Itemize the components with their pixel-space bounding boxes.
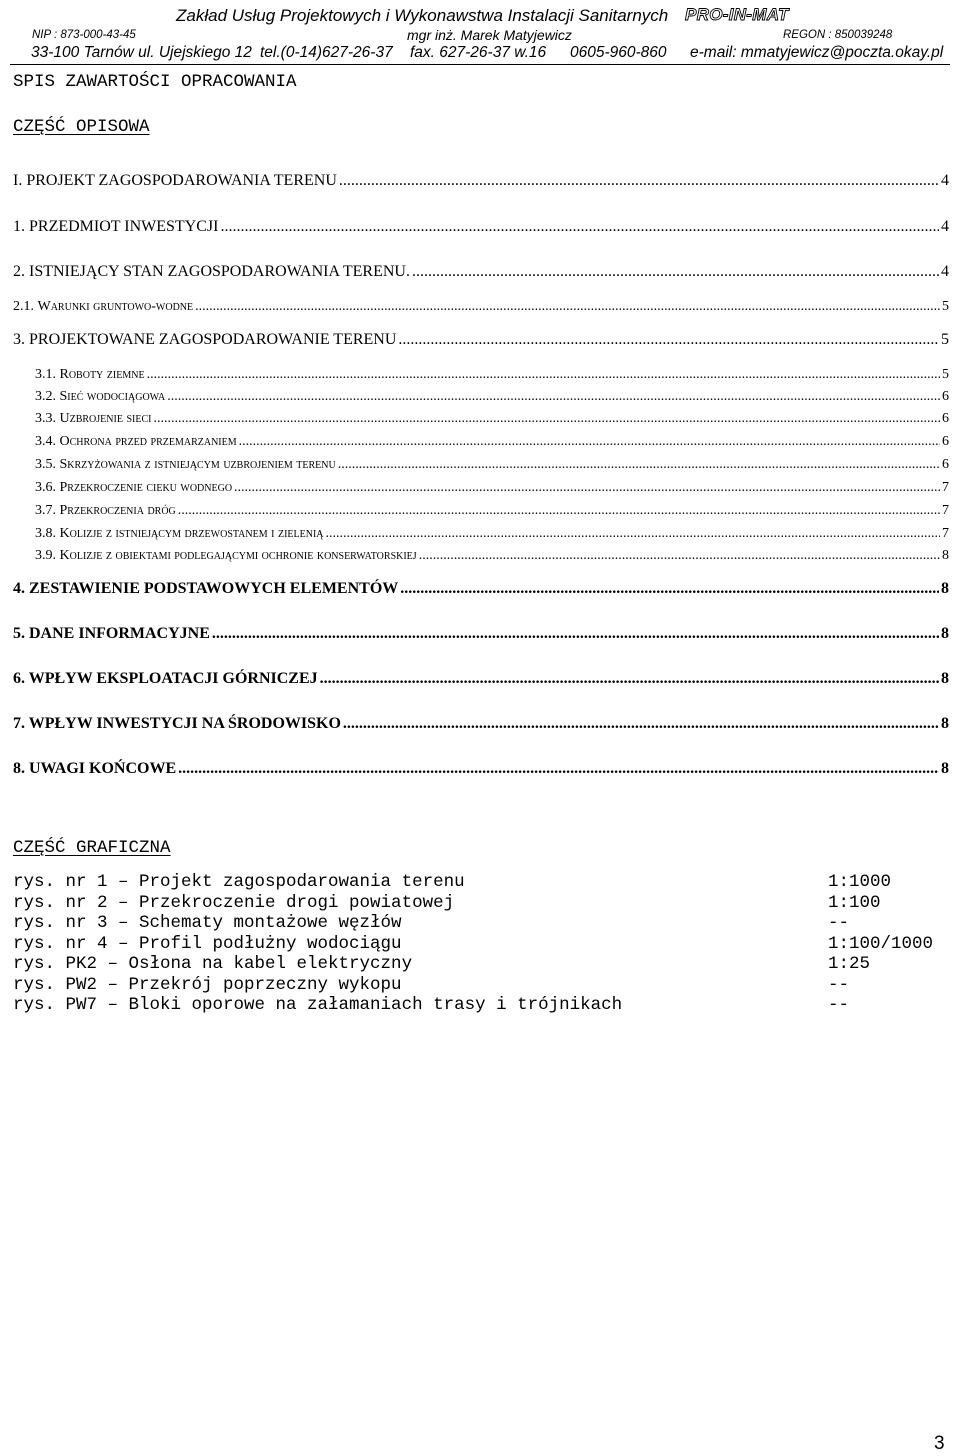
toc-leader — [220, 218, 939, 236]
toc-entry-label: 1. PRZEDMIOT INWESTYCJI — [13, 218, 219, 235]
section-heading-descriptive: CZĘŚĆ OPISOWA — [13, 117, 150, 137]
toc-leader — [153, 411, 940, 427]
drawing-scale: 1:1000 — [828, 872, 892, 892]
drawing-row[interactable] — [13, 893, 943, 914]
toc-leader — [167, 389, 940, 405]
section-heading-graphic: CZĘŚĆ GRAFICZNA — [13, 838, 171, 858]
drawing-scale: -- — [828, 995, 850, 1015]
toc-entry-number: 3.2. — [35, 389, 60, 404]
toc-leader — [326, 526, 941, 542]
toc-leader — [195, 299, 940, 315]
drawing-row[interactable] — [13, 995, 943, 1016]
drawing-scale: 1:100 — [828, 892, 881, 913]
fax: fax. 627-26-37 w.16 — [410, 44, 547, 61]
toc-entry-number: 3.9. — [35, 548, 60, 563]
toc-entry-page: 8 — [941, 670, 949, 687]
toc-entry-page: 6 — [942, 457, 949, 472]
drawing-description: rys. PW7 – Bloki oporowe na załamaniach trasy i trójnikach — [13, 995, 623, 1015]
brand-logo: PRO-IN-MAT — [685, 5, 789, 24]
toc-entry[interactable] — [13, 299, 949, 315]
toc-entry-label: Przekroczenie cieku wodnego — [59, 480, 233, 495]
toc-entry-number: 3.5. — [35, 457, 60, 472]
toc-entry-number: 3.7. — [35, 503, 60, 518]
drawing-scale: -- — [828, 974, 850, 995]
page-number: 3 — [934, 1433, 945, 1454]
toc-entry-page: 6 — [942, 411, 949, 426]
toc-leader — [178, 760, 939, 778]
drawing-row[interactable] — [13, 913, 943, 934]
toc-entry-page: 7 — [942, 526, 949, 541]
toc-entry-number: 3.6. — [35, 480, 60, 495]
toc-leader — [398, 331, 939, 349]
toc-entry[interactable] — [35, 480, 949, 496]
letterhead — [0, 0, 960, 66]
toc-entry-number: 3.1. — [35, 367, 60, 382]
toc-entry-label: Skrzyżowania z istniejącym uzbrojeniem terenu — [59, 457, 336, 472]
toc-entry[interactable] — [35, 526, 949, 542]
toc-entry-label: Kolizje z obiektami podlegającymi ochronie konserwatorskiej — [59, 548, 417, 563]
toc-entry-label: Roboty ziemne — [59, 367, 145, 382]
toc-entry[interactable] — [35, 367, 949, 383]
toc-entry-label: Przekroczenia dróg — [59, 503, 176, 518]
toc-entry-number: 3.3. — [35, 411, 60, 426]
toc-entry-label: Ochrona przed przemarzaniem — [59, 434, 237, 449]
drawings-list — [13, 872, 943, 1016]
engineer-name: mgr inż. Marek Matyjewicz — [407, 27, 572, 43]
toc-entry-label: Sieć wodociągowa — [59, 389, 166, 404]
toc-leader — [320, 670, 939, 688]
address: 33-100 Tarnów ul. Ujejskiego 12 — [31, 44, 252, 61]
drawing-description: rys. nr 1 – Projekt zagospodarowania terenu — [13, 872, 465, 892]
toc-entry[interactable] — [13, 172, 949, 190]
toc-entry-page: 7 — [942, 480, 949, 495]
toc-leader — [412, 263, 939, 281]
toc-entry-page: 5 — [941, 331, 949, 348]
toc-entry[interactable] — [13, 760, 949, 778]
toc-entry-page: 8 — [941, 715, 949, 732]
toc-entry[interactable] — [13, 670, 949, 688]
telephone: tel.(0-14)627-26-37 — [260, 44, 393, 61]
drawing-scale: -- — [828, 913, 850, 933]
toc-entry-page: 8 — [941, 580, 949, 597]
toc-leader — [234, 480, 940, 496]
drawing-description: rys. PK2 – Osłona na kabel elektryczny — [13, 954, 413, 974]
drawing-description: rys. nr 3 – Schematy montażowe węzłów — [13, 913, 402, 933]
toc-entry-number: 3.4. — [35, 434, 60, 449]
toc-entry-label: 3. PROJEKTOWANE ZAGOSPODAROWANIE TERENU — [13, 331, 397, 348]
header-rule — [10, 64, 950, 65]
drawing-row[interactable] — [13, 954, 943, 975]
toc-leader — [419, 548, 940, 564]
toc-leader — [343, 715, 939, 733]
toc-entry[interactable] — [13, 263, 949, 281]
toc-entry-number: 2.1. — [13, 299, 38, 314]
toc-entry[interactable] — [13, 331, 949, 349]
toc-entry[interactable] — [35, 503, 949, 519]
toc-entry-number: 3.8. — [35, 526, 60, 541]
toc-entry-label: 4. ZESTAWIENIE PODSTAWOWYCH ELEMENTÓW — [13, 580, 399, 597]
toc-entry-label: 5. DANE INFORMACYJNE — [13, 625, 210, 642]
toc-leader — [339, 172, 939, 190]
toc-entry-label: Kolizje z istniejącym drzewostanem i zielenią — [59, 526, 324, 541]
toc-entry[interactable] — [13, 580, 949, 598]
toc-entry-label: I. PROJEKT ZAGOSPODAROWANIA TERENU — [13, 172, 337, 189]
toc-entry[interactable] — [35, 457, 949, 473]
email-address: e-mail: mmatyjewicz@poczta.okay.pl — [690, 44, 944, 61]
toc-entry-page: 4 — [941, 172, 949, 189]
toc-entry-label: 7. WPŁYW INWESTYCJI NA ŚRODOWISKO — [13, 715, 341, 732]
drawing-row[interactable] — [13, 872, 943, 893]
toc-entry-page: 8 — [941, 760, 949, 777]
nip-number: NIP : 873-000-43-45 — [32, 29, 136, 41]
toc-entry-label: 6. WPŁYW EKSPLOATACJI GÓRNICZEJ — [13, 670, 318, 687]
toc-leader — [400, 580, 939, 598]
toc-entry-page: 4 — [941, 218, 949, 235]
drawing-scale: 1:100/1000 — [828, 933, 934, 954]
toc-entry-label: Warunki gruntowo-wodne — [37, 299, 194, 314]
toc-entry-page: 4 — [941, 263, 949, 280]
toc-entry-label: 8. UWAGI KOŃCOWE — [13, 760, 177, 777]
regon-number: REGON : 850039248 — [783, 29, 893, 41]
toc-leader — [338, 457, 940, 473]
toc-entry-page: 5 — [942, 367, 949, 382]
toc-entry[interactable] — [35, 434, 949, 450]
drawing-description: rys. PW2 – Przekrój poprzeczny wykopu — [13, 974, 402, 995]
company-name: Zakład Usług Projektowych i Wykonawstwa Instalacji Sanitarnych — [176, 6, 669, 25]
drawing-scale: 1:25 — [828, 954, 871, 974]
drawing-row[interactable] — [13, 975, 943, 996]
toc-entry-label: 2. ISTNIEJĄCY STAN ZAGOSPODAROWANIA TERENU. — [13, 263, 410, 280]
mobile-phone: 0605-960-860 — [570, 44, 667, 61]
page-title: SPIS ZAWARTOŚCI OPRACOWANIA — [13, 72, 297, 92]
toc-entry-page: 8 — [942, 548, 949, 563]
toc-entry-label: Uzbrojenie sieci — [59, 411, 152, 426]
toc-leader — [212, 625, 939, 643]
toc-entry[interactable] — [13, 218, 949, 236]
drawing-description: rys. nr 2 – Przekroczenie drogi powiatowej — [13, 892, 455, 913]
toc-entry[interactable] — [35, 548, 949, 564]
toc-entry[interactable] — [13, 715, 949, 733]
toc-entry-page: 8 — [941, 625, 949, 642]
toc-entry[interactable] — [35, 411, 949, 427]
toc-entry-page: 5 — [942, 299, 949, 314]
toc-leader — [178, 503, 940, 519]
toc-entry-page: 6 — [942, 434, 949, 449]
toc-entry[interactable] — [13, 625, 949, 643]
drawing-description: rys. nr 4 – Profil podłużny wodociągu — [13, 933, 402, 954]
drawing-row[interactable] — [13, 934, 943, 955]
toc-entry-page: 6 — [942, 389, 949, 404]
toc-leader — [147, 367, 940, 383]
toc-leader — [239, 434, 940, 450]
toc-entry-page: 7 — [942, 503, 949, 518]
toc-entry[interactable] — [35, 389, 949, 405]
